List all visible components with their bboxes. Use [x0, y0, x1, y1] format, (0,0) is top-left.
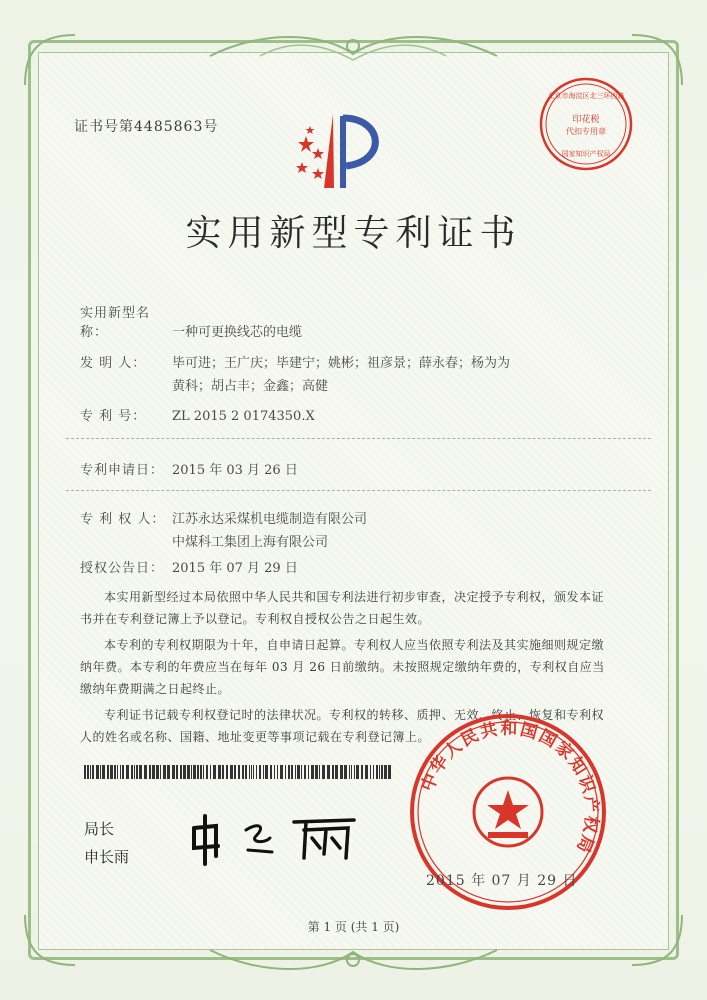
barcode-bar	[180, 765, 182, 779]
barcode-bar	[315, 765, 318, 779]
barcode-bar	[139, 765, 142, 779]
barcode-bar	[122, 765, 124, 779]
barcode-bar	[274, 765, 275, 779]
barcode-bar	[277, 765, 278, 779]
barcode-bar	[213, 765, 216, 779]
tax-seal-bottom: 国家知识产权局	[561, 150, 611, 158]
barcode-bar	[288, 765, 290, 779]
barcode-bar	[263, 765, 264, 779]
barcode-bar	[149, 765, 151, 779]
barcode-bar	[265, 765, 268, 779]
field-value: 一种可更换线芯的电缆	[172, 325, 303, 340]
barcode-bar	[167, 765, 170, 779]
barcode-bar	[226, 765, 228, 779]
barcode-bar	[136, 765, 138, 779]
barcode-bar	[110, 765, 113, 779]
field-value: 中煤科工集团上海有限公司	[172, 535, 329, 550]
signature-icon	[186, 808, 366, 868]
barcode-bar	[218, 765, 221, 779]
barcode-bar	[291, 765, 293, 779]
top-ornament-icon	[200, 26, 507, 66]
barcode-bar	[163, 765, 166, 779]
patentees-row	[80, 508, 367, 550]
corner-ornament-icon	[20, 30, 80, 90]
barcode-bar	[152, 765, 155, 779]
barcode-bar	[183, 765, 186, 779]
barcode-bar	[206, 765, 208, 779]
barcode-bar	[156, 765, 159, 779]
body-paragraph: 本专利的专利权期限为十年，自申请日起算。专利权人应当依照专利法及其实施细则规定缴纳年费。本专利的年费应当在每年 03 月 26 日前缴纳。未按照规定缴纳年费的，专利权自应当缴纳年费期满之日起终止。	[80, 638, 605, 696]
barcode-bar	[335, 765, 338, 779]
barcode-bar	[222, 765, 224, 779]
certificate-title: 实用新型专利证书	[185, 213, 522, 254]
barcode-bar	[234, 765, 236, 779]
barcode-bar	[370, 765, 371, 779]
barcode-bar	[285, 765, 286, 779]
barcode-bar	[210, 765, 211, 779]
barcode-bar	[100, 765, 101, 779]
field-label: 专 利 权 人：	[80, 512, 166, 527]
barcode-bar	[87, 765, 89, 779]
barcode-bar	[327, 765, 330, 779]
barcode-bar	[191, 765, 192, 779]
barcode-bar	[256, 765, 257, 779]
barcode-bar	[117, 765, 118, 779]
barcode-bar	[356, 765, 359, 779]
tax-seal-middle2: 代扣专用章	[566, 127, 606, 136]
barcode-bar	[176, 765, 178, 779]
barcode-bar	[144, 765, 147, 779]
barcode-bar	[322, 765, 325, 779]
barcode-bar	[376, 765, 378, 779]
field-value: ZL 2015 2 0174350.X	[172, 409, 315, 424]
barcode-bar	[259, 765, 261, 779]
barcode-bar	[102, 765, 105, 779]
barcode-bar	[280, 765, 283, 779]
barcode-bar	[379, 765, 380, 779]
field-label: 授权公告日：	[80, 561, 165, 576]
tax-seal-icon	[536, 74, 636, 174]
barcode-bar	[365, 765, 368, 779]
field-value: 黄科；胡占丰；金鑫；高健	[172, 379, 329, 394]
barcode-bar	[344, 765, 347, 779]
divider	[66, 438, 651, 439]
divider	[66, 490, 651, 491]
filing-date-row	[80, 459, 298, 478]
field-value: 江苏永达采煤机电缆制造有限公司	[172, 512, 368, 527]
barcode-bar	[340, 765, 343, 779]
tax-seal-middle: 印花税	[572, 115, 600, 125]
director-title: 局长	[84, 820, 115, 838]
barcode-bar	[351, 765, 352, 779]
director-name: 申长雨	[84, 848, 130, 866]
barcode-bar	[304, 765, 306, 779]
field-label: 专利申请日：	[80, 463, 165, 478]
barcode-bar	[373, 765, 374, 779]
barcode-bar	[295, 765, 296, 779]
barcode-bar	[96, 765, 99, 779]
barcode-bar	[131, 765, 133, 779]
barcode-bar	[200, 765, 202, 779]
barcode-bar	[301, 765, 302, 779]
barcode-bar	[245, 765, 247, 779]
barcode-bar	[253, 765, 254, 779]
corner-ornament-icon	[627, 30, 687, 90]
patent-number-row	[80, 405, 315, 424]
barcode-bar	[107, 765, 109, 779]
grant-date-row	[80, 557, 298, 576]
barcode-bar	[381, 765, 383, 779]
body-paragraph: 本实用新型经过本局依照中华人民共和国专利法进行初步审查，决定授予专利权，颁发本证书并在专利登记簿上予以登记。专利权自授权公告之日起生效。	[80, 590, 605, 626]
barcode-bar	[134, 765, 135, 779]
seal-text: 中华人民共和国国家知识产权局	[417, 718, 602, 858]
field-value: 2015 年 07 月 29 日	[172, 561, 298, 576]
barcode-bar	[361, 765, 363, 779]
barcode-bar	[193, 765, 196, 779]
barcode-bar	[230, 765, 233, 779]
barcode-bar	[120, 765, 121, 779]
barcode-bar	[172, 765, 175, 779]
barcode-bar	[319, 765, 320, 779]
barcode-bar	[332, 765, 334, 779]
barcode-bar	[114, 765, 116, 779]
barcode-bar	[90, 765, 91, 779]
body-paragraph: 专利证书记载专利权登记时的法律状况。专利权的转移、质押、无效、终止、恢复和专利权人的姓名或名称、国籍、地址变更等事项记载在专利登记簿上。	[80, 708, 605, 744]
barcode-bar	[238, 765, 240, 779]
barcode-bar	[92, 765, 94, 779]
barcode-bar	[197, 765, 199, 779]
patent-office-logo-icon	[288, 106, 388, 196]
barcode-bar	[354, 765, 355, 779]
barcode-bar	[84, 765, 86, 779]
barcode-bar	[249, 765, 250, 779]
barcode-bar	[126, 765, 129, 779]
barcode-icon	[84, 765, 394, 779]
field-label: 专 利 号：	[80, 409, 147, 424]
field-value: 毕可进；王广庆；毕建宁；姚彬；祖彦景；薛永春；杨为为	[172, 356, 511, 371]
barcode-bar	[251, 765, 252, 779]
barcode-bar	[297, 765, 300, 779]
seal-date: 2015 年 07 月 29 日	[426, 873, 578, 889]
barcode-bar	[308, 765, 309, 779]
bottom-ornament-icon	[200, 940, 507, 980]
field-label: 发 明 人：	[80, 356, 147, 371]
barcode-bar	[384, 765, 387, 779]
barcode-bar	[187, 765, 190, 779]
inventors-row	[80, 352, 510, 394]
barcode-bar	[311, 765, 314, 779]
barcode-bar	[270, 765, 272, 779]
utility-model-name-row	[80, 302, 302, 340]
barcode-bar	[388, 765, 391, 779]
field-value: 2015 年 03 月 26 日	[172, 463, 298, 478]
certificate-number: 证书号第4485863号	[74, 119, 219, 135]
tax-seal-top: 北京市海淀区北三环西路	[547, 92, 625, 100]
barcode-bar	[203, 765, 204, 779]
field-label: 实用新型名称：	[80, 306, 151, 340]
barcode-bar	[160, 765, 161, 779]
barcode-bar	[242, 765, 244, 779]
page-footer: 第 1 页 (共 1 页)	[307, 920, 400, 934]
barcode-bar	[349, 765, 350, 779]
